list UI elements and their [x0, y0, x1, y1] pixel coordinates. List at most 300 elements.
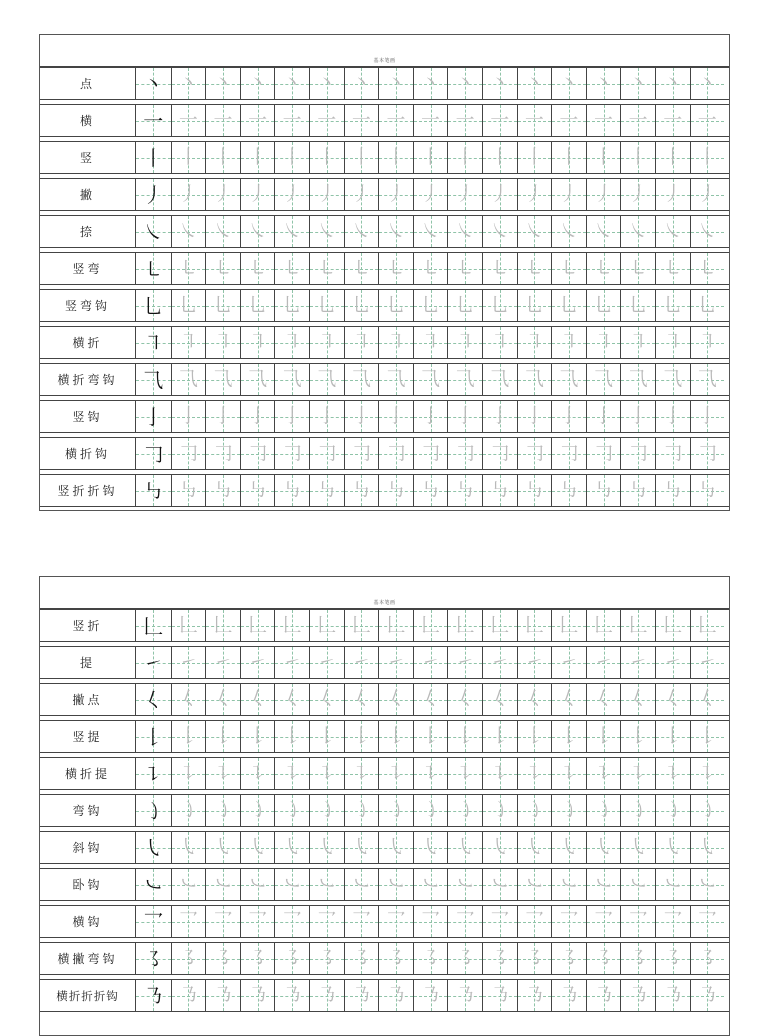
trace-stroke-glyph: 一: [628, 109, 648, 131]
tracing-cell: [586, 179, 621, 210]
tracing-cell: [517, 68, 552, 99]
trace-stroke-glyph: 丨: [213, 146, 233, 168]
trace-stroke-glyph: ㇡: [317, 984, 337, 1006]
tracing-cell: [413, 684, 448, 715]
trace-stroke-glyph: 丶: [594, 72, 614, 94]
tracing-cell: [171, 943, 206, 974]
trace-stroke-glyph: ㇂: [524, 836, 544, 858]
tracing-cell: [240, 142, 275, 173]
tracing-cell: [620, 401, 655, 432]
tracing-cell: [413, 943, 448, 974]
practice-grid: [136, 142, 729, 173]
trace-stroke-glyph: ㇊: [594, 762, 614, 784]
tracing-cell: [240, 327, 275, 358]
tracing-cell: [171, 475, 206, 506]
trace-stroke-glyph: ㇉: [594, 479, 614, 501]
trace-stroke-glyph: 乛: [455, 910, 475, 932]
trace-stroke-glyph: 丨: [594, 146, 614, 168]
tracing-cell: [344, 721, 379, 752]
trace-stroke-glyph: ㇡: [697, 984, 717, 1006]
tracing-cell: [517, 216, 552, 247]
trace-stroke-glyph: 𠃊: [697, 614, 717, 636]
stroke-name-label: 横折提: [40, 758, 136, 789]
trace-stroke-glyph: 丿: [351, 183, 371, 205]
model-stroke-glyph: ㇌: [143, 946, 164, 971]
practice-grid: [136, 475, 729, 506]
tracing-cell: [517, 475, 552, 506]
trace-stroke-glyph: 亅: [178, 405, 198, 427]
trace-stroke-glyph: ㇁: [213, 799, 233, 821]
tracing-cell: [378, 980, 413, 1011]
trace-stroke-glyph: 丨: [490, 146, 510, 168]
stroke-row: [40, 609, 729, 642]
tracing-cell: [655, 253, 690, 284]
trace-stroke-glyph: 𡿨: [663, 688, 683, 710]
tracing-cell: [378, 906, 413, 937]
tracing-cell: [690, 327, 725, 358]
model-cell: [136, 795, 171, 826]
trace-stroke-glyph: 丿: [455, 183, 475, 205]
trace-stroke-glyph: ㇏: [213, 220, 233, 242]
trace-stroke-glyph: 𠃌: [663, 442, 683, 464]
tracing-cell: [620, 438, 655, 469]
tracing-cell: [344, 401, 379, 432]
tracing-cell: [551, 142, 586, 173]
tracing-cell: [205, 610, 240, 641]
trace-stroke-glyph: ㇃: [490, 873, 510, 895]
tracing-cell: [482, 647, 517, 678]
trace-stroke-glyph: 𠃌: [628, 442, 648, 464]
tracing-cell: [205, 869, 240, 900]
trace-stroke-glyph: 亅: [524, 405, 544, 427]
trace-stroke-glyph: ㇁: [248, 799, 268, 821]
model-cell: [136, 684, 171, 715]
trace-stroke-glyph: 乚: [248, 294, 268, 316]
trace-stroke-glyph: ㇄: [248, 257, 268, 279]
tracing-cell: [482, 364, 517, 395]
trace-stroke-glyph: ㇁: [421, 799, 441, 821]
tracing-cell: [620, 943, 655, 974]
tracing-cell: [655, 758, 690, 789]
trace-stroke-glyph: ㇃: [351, 873, 371, 895]
stroke-name-label: 竖弯: [40, 253, 136, 284]
tracing-cell: [309, 401, 344, 432]
tracing-cell: [309, 869, 344, 900]
trace-stroke-glyph: 𠃌: [386, 442, 406, 464]
trace-stroke-glyph: ⺄: [628, 368, 648, 390]
tracing-cell: [309, 253, 344, 284]
practice-grid: [136, 216, 729, 247]
trace-stroke-glyph: ㇂: [282, 836, 302, 858]
trace-stroke-glyph: ㇄: [559, 257, 579, 279]
stroke-row: [40, 720, 729, 753]
trace-stroke-glyph: 丶: [490, 72, 510, 94]
tracing-cell: [240, 179, 275, 210]
tracing-cell: [309, 721, 344, 752]
stroke-row: [40, 141, 729, 174]
trace-stroke-glyph: 一: [421, 109, 441, 131]
trace-stroke-glyph: ㇂: [455, 836, 475, 858]
trace-stroke-glyph: 丿: [594, 183, 614, 205]
model-stroke-glyph: 一: [143, 108, 164, 133]
tracing-cell: [482, 758, 517, 789]
tracing-cell: [413, 869, 448, 900]
trace-stroke-glyph: ㇂: [178, 836, 198, 858]
tracing-cell: [171, 290, 206, 321]
model-cell: [136, 253, 171, 284]
tracing-cell: [690, 438, 725, 469]
tracing-cell: [517, 438, 552, 469]
tracing-cell: [690, 721, 725, 752]
practice-grid: [136, 721, 729, 752]
practice-rows: [40, 67, 729, 507]
tracing-cell: [551, 980, 586, 1011]
tracing-cell: [482, 906, 517, 937]
trace-stroke-glyph: 丿: [317, 183, 337, 205]
tracing-cell: [586, 795, 621, 826]
practice-grid: [136, 364, 729, 395]
tracing-cell: [482, 610, 517, 641]
stroke-name-label: 斜钩: [40, 832, 136, 863]
stroke-row: [40, 363, 729, 396]
trace-stroke-glyph: ㇌: [421, 947, 441, 969]
tracing-cell: [482, 253, 517, 284]
model-stroke-glyph: 𠃊: [143, 613, 164, 638]
trace-stroke-glyph: 丨: [178, 146, 198, 168]
tracing-cell: [586, 290, 621, 321]
stroke-name-label: 横折钩: [40, 438, 136, 469]
trace-stroke-glyph: ㇂: [594, 836, 614, 858]
tracing-cell: [620, 216, 655, 247]
stroke-row: [40, 868, 729, 901]
stroke-row: [40, 831, 729, 864]
tracing-cell: [482, 721, 517, 752]
trace-stroke-glyph: ㇉: [490, 479, 510, 501]
trace-stroke-glyph: 𡿨: [282, 688, 302, 710]
trace-stroke-glyph: 𠃊: [663, 614, 683, 636]
trace-stroke-glyph: 乛: [351, 910, 371, 932]
trace-stroke-glyph: ㇃: [317, 873, 337, 895]
trace-stroke-glyph: 丨: [351, 146, 371, 168]
tracing-cell: [378, 438, 413, 469]
trace-stroke-glyph: ㇌: [213, 947, 233, 969]
trace-stroke-glyph: ㇀: [697, 651, 717, 673]
tracing-cell: [378, 401, 413, 432]
trace-stroke-glyph: 丿: [559, 183, 579, 205]
trace-stroke-glyph: ㇃: [559, 873, 579, 895]
tracing-cell: [344, 105, 379, 136]
practice-rows: [40, 609, 729, 1012]
practice-grid: [136, 105, 729, 136]
trace-stroke-glyph: ㇀: [421, 651, 441, 673]
tracing-cell: [447, 401, 482, 432]
tracing-cell: [171, 869, 206, 900]
stroke-row: [40, 326, 729, 359]
tracing-cell: [378, 68, 413, 99]
trace-stroke-glyph: ㇁: [490, 799, 510, 821]
tracing-cell: [551, 179, 586, 210]
tracing-cell: [447, 68, 482, 99]
practice-grid: [136, 253, 729, 284]
trace-stroke-glyph: ㇁: [455, 799, 475, 821]
tracing-cell: [378, 216, 413, 247]
trace-stroke-glyph: ㇃: [628, 873, 648, 895]
trace-stroke-glyph: ㇀: [455, 651, 475, 673]
trace-stroke-glyph: ㇉: [213, 479, 233, 501]
trace-stroke-glyph: 亅: [594, 405, 614, 427]
trace-stroke-glyph: ㇌: [178, 947, 198, 969]
trace-stroke-glyph: ㇌: [317, 947, 337, 969]
trace-stroke-glyph: 𡿨: [524, 688, 544, 710]
tracing-cell: [620, 721, 655, 752]
stroke-name-label: 横折: [40, 327, 136, 358]
trace-stroke-glyph: ㇏: [351, 220, 371, 242]
trace-stroke-glyph: 亅: [421, 405, 441, 427]
tracing-cell: [378, 105, 413, 136]
tracing-cell: [378, 795, 413, 826]
tracing-cell: [309, 610, 344, 641]
tracing-cell: [551, 401, 586, 432]
tracing-cell: [551, 364, 586, 395]
tracing-cell: [309, 832, 344, 863]
tracing-cell: [586, 980, 621, 1011]
tracing-cell: [274, 253, 309, 284]
tracing-cell: [205, 721, 240, 752]
trace-stroke-glyph: ㇄: [178, 257, 198, 279]
trace-stroke-glyph: ㇀: [663, 651, 683, 673]
tracing-cell: [171, 364, 206, 395]
trace-stroke-glyph: 𠃊: [628, 614, 648, 636]
practice-grid: [136, 610, 729, 641]
trace-stroke-glyph: ㇕: [178, 331, 198, 353]
tracing-cell: [551, 795, 586, 826]
tracing-cell: [240, 869, 275, 900]
tracing-cell: [517, 364, 552, 395]
tracing-cell: [517, 832, 552, 863]
trace-stroke-glyph: 亅: [559, 405, 579, 427]
tracing-cell: [620, 475, 655, 506]
trace-stroke-glyph: ㇡: [213, 984, 233, 1006]
trace-stroke-glyph: 丶: [178, 72, 198, 94]
trace-stroke-glyph: ㇏: [490, 220, 510, 242]
tracing-cell: [274, 832, 309, 863]
trace-stroke-glyph: ㇊: [524, 762, 544, 784]
tracing-cell: [586, 68, 621, 99]
trace-stroke-glyph: ㇀: [351, 651, 371, 673]
trace-stroke-glyph: ㇏: [386, 220, 406, 242]
tracing-cell: [344, 943, 379, 974]
tracing-cell: [274, 721, 309, 752]
practice-grid: [136, 980, 729, 1011]
trace-stroke-glyph: ㇃: [697, 873, 717, 895]
tracing-cell: [344, 906, 379, 937]
trace-stroke-glyph: ⺄: [524, 368, 544, 390]
tracing-cell: [413, 216, 448, 247]
trace-stroke-glyph: ㇃: [386, 873, 406, 895]
trace-stroke-glyph: ㇂: [559, 836, 579, 858]
trace-stroke-glyph: 丶: [455, 72, 475, 94]
practice-grid: [136, 290, 729, 321]
tracing-cell: [586, 684, 621, 715]
trace-stroke-glyph: 𡿨: [455, 688, 475, 710]
trace-stroke-glyph: ㇃: [248, 873, 268, 895]
tracing-cell: [551, 906, 586, 937]
stroke-name-label: 竖折折钩: [40, 475, 136, 506]
tracing-cell: [240, 684, 275, 715]
trace-stroke-glyph: ㇡: [421, 984, 441, 1006]
tracing-cell: [690, 364, 725, 395]
tracing-cell: [274, 906, 309, 937]
trace-stroke-glyph: 𠃊: [490, 614, 510, 636]
trace-stroke-glyph: 乛: [697, 910, 717, 932]
trace-stroke-glyph: ㇁: [628, 799, 648, 821]
stroke-row: [40, 979, 729, 1012]
tracing-cell: [344, 327, 379, 358]
tracing-cell: [447, 721, 482, 752]
model-cell: [136, 179, 171, 210]
trace-stroke-glyph: 丨: [663, 146, 683, 168]
trace-stroke-glyph: ㇉: [559, 479, 579, 501]
trace-stroke-glyph: 丿: [248, 183, 268, 205]
model-cell: [136, 647, 171, 678]
tracing-cell: [586, 105, 621, 136]
trace-stroke-glyph: ㇏: [282, 220, 302, 242]
trace-stroke-glyph: ㇃: [213, 873, 233, 895]
tracing-cell: [447, 216, 482, 247]
trace-stroke-glyph: ㇕: [351, 331, 371, 353]
trace-stroke-glyph: ㇉: [663, 479, 683, 501]
trace-stroke-glyph: 乛: [213, 910, 233, 932]
trace-stroke-glyph: ㇀: [317, 651, 337, 673]
tracing-cell: [447, 869, 482, 900]
trace-stroke-glyph: ㇌: [663, 947, 683, 969]
tracing-cell: [171, 179, 206, 210]
tracing-cell: [205, 105, 240, 136]
tracing-cell: [309, 758, 344, 789]
tracing-cell: [620, 869, 655, 900]
trace-stroke-glyph: ㇡: [594, 984, 614, 1006]
tracing-cell: [690, 832, 725, 863]
sheet-title: 基本笔画: [40, 35, 729, 67]
tracing-cell: [309, 68, 344, 99]
trace-stroke-glyph: 一: [213, 109, 233, 131]
trace-stroke-glyph: 乚: [628, 294, 648, 316]
model-cell: [136, 832, 171, 863]
tracing-cell: [551, 253, 586, 284]
tracing-cell: [240, 647, 275, 678]
tracing-cell: [447, 327, 482, 358]
tracing-cell: [309, 475, 344, 506]
trace-stroke-glyph: 𠃌: [178, 442, 198, 464]
tracing-cell: [517, 647, 552, 678]
trace-stroke-glyph: ㇂: [248, 836, 268, 858]
tracing-cell: [447, 758, 482, 789]
tracing-cell: [517, 795, 552, 826]
trace-stroke-glyph: 丨: [455, 146, 475, 168]
tracing-cell: [378, 253, 413, 284]
trace-stroke-glyph: ㇊: [663, 762, 683, 784]
trace-stroke-glyph: 𠃊: [559, 614, 579, 636]
sheet-title: 基本笔画: [40, 577, 729, 609]
tracing-cell: [378, 721, 413, 752]
trace-stroke-glyph: 一: [559, 109, 579, 131]
trace-stroke-glyph: 丿: [213, 183, 233, 205]
stroke-row: [40, 646, 729, 679]
tracing-cell: [274, 179, 309, 210]
trace-stroke-glyph: ㇄: [282, 257, 302, 279]
trace-stroke-glyph: 丿: [628, 183, 648, 205]
tracing-cell: [517, 869, 552, 900]
trace-stroke-glyph: 乚: [178, 294, 198, 316]
trace-stroke-glyph: 乛: [421, 910, 441, 932]
trace-stroke-glyph: ㇂: [421, 836, 441, 858]
trace-stroke-glyph: 𠄌: [594, 725, 614, 747]
tracing-cell: [517, 980, 552, 1011]
tracing-cell: [171, 610, 206, 641]
practice-grid: [136, 795, 729, 826]
tracing-cell: [413, 179, 448, 210]
tracing-cell: [309, 327, 344, 358]
tracing-cell: [274, 290, 309, 321]
tracing-cell: [655, 142, 690, 173]
trace-stroke-glyph: ⺄: [178, 368, 198, 390]
model-stroke-glyph: ㇄: [143, 256, 164, 281]
trace-stroke-glyph: ㇄: [455, 257, 475, 279]
tracing-cell: [171, 906, 206, 937]
trace-stroke-glyph: ㇡: [628, 984, 648, 1006]
tracing-cell: [447, 179, 482, 210]
trace-stroke-glyph: ㇃: [282, 873, 302, 895]
tracing-cell: [378, 475, 413, 506]
trace-stroke-glyph: ㇊: [178, 762, 198, 784]
stroke-practice-sheet-2: [39, 576, 730, 1036]
tracing-cell: [517, 142, 552, 173]
tracing-cell: [586, 401, 621, 432]
stroke-row: [40, 437, 729, 470]
trace-stroke-glyph: 丶: [282, 72, 302, 94]
trace-stroke-glyph: 乛: [628, 910, 648, 932]
tracing-cell: [205, 401, 240, 432]
tracing-cell: [482, 943, 517, 974]
tracing-cell: [690, 795, 725, 826]
tracing-cell: [517, 610, 552, 641]
tracing-cell: [586, 647, 621, 678]
model-cell: [136, 475, 171, 506]
tracing-cell: [309, 438, 344, 469]
trace-stroke-glyph: ㇄: [351, 257, 371, 279]
model-stroke-glyph: ㇊: [143, 761, 164, 786]
tracing-cell: [205, 253, 240, 284]
trace-stroke-glyph: 𠃌: [594, 442, 614, 464]
trace-stroke-glyph: ㇌: [351, 947, 371, 969]
model-cell: [136, 290, 171, 321]
trace-stroke-glyph: ㇏: [524, 220, 544, 242]
trace-stroke-glyph: ㇂: [628, 836, 648, 858]
trace-stroke-glyph: ㇊: [455, 762, 475, 784]
tracing-cell: [274, 364, 309, 395]
stroke-name-label: 竖折: [40, 610, 136, 641]
trace-stroke-glyph: ㇀: [490, 651, 510, 673]
tracing-cell: [551, 721, 586, 752]
stroke-name-label: 横折弯钩: [40, 364, 136, 395]
tracing-cell: [344, 438, 379, 469]
trace-stroke-glyph: 乚: [421, 294, 441, 316]
trace-stroke-glyph: 𠄌: [559, 725, 579, 747]
tracing-cell: [413, 68, 448, 99]
trace-stroke-glyph: 丿: [524, 183, 544, 205]
model-stroke-glyph: 乚: [143, 293, 164, 318]
trace-stroke-glyph: ㇀: [559, 651, 579, 673]
